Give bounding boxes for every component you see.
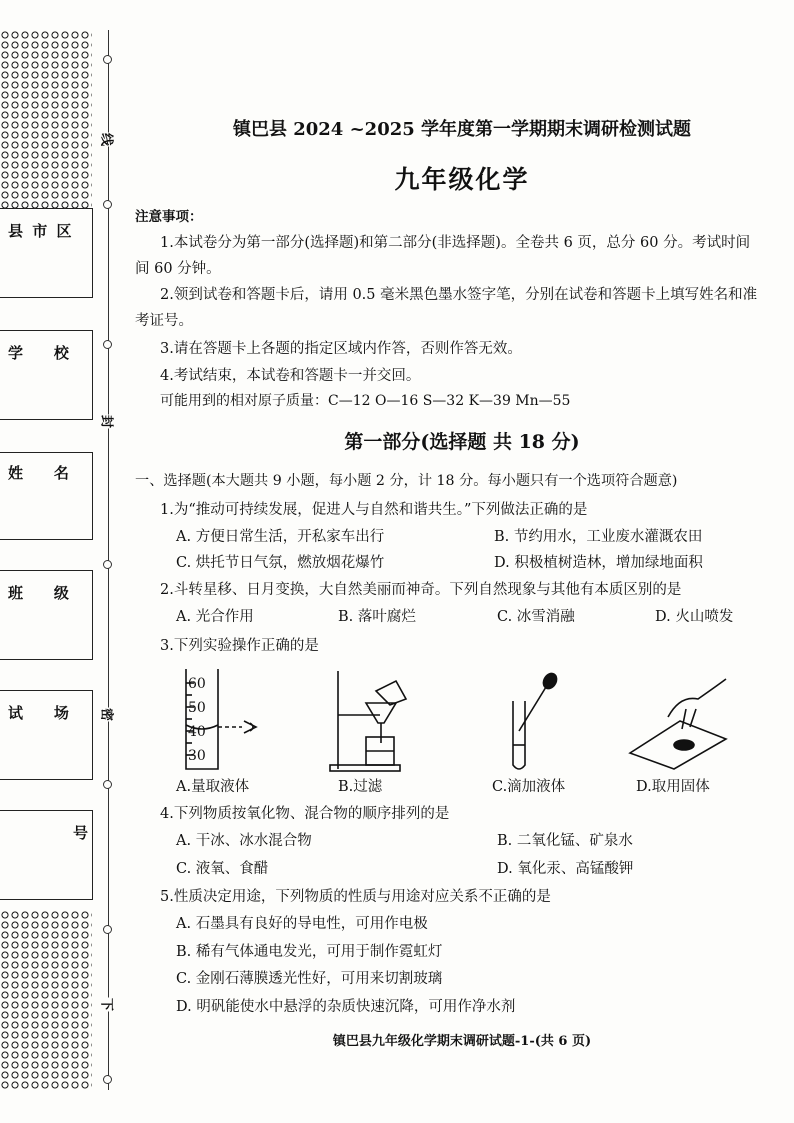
- question-stem: 2.斗转星移、日月变换，大自然美丽而神奇。下列自然现象与其他有本质区别的是: [160, 582, 682, 598]
- binding-dots-top: [0, 30, 92, 210]
- binding-ring: [103, 200, 112, 209]
- option-d[interactable]: D. 火山喷发: [655, 609, 734, 625]
- note-line: 1.本试卷分为第一部分(选择题)和第二部分(非选择题)。全卷共 6 页，总分 60 分。考试时间: [160, 235, 751, 251]
- option-b[interactable]: B. 落叶腐烂: [338, 609, 416, 625]
- binding-ring: [103, 55, 112, 64]
- cylinder-tick-40: 40: [188, 724, 206, 740]
- cylinder-tick-30: 30: [188, 748, 206, 764]
- option-d[interactable]: D. 积极植树造林，增加绿地面积: [494, 555, 703, 571]
- option-c[interactable]: C. 烘托节日气氛，燃放烟花爆竹: [176, 555, 385, 571]
- field-label-name: 姓 名: [8, 464, 71, 482]
- field-label-class: 班 级: [8, 584, 71, 602]
- option-b[interactable]: B.过滤: [338, 779, 383, 795]
- question-stem: 4.下列物质按氧化物、混合物的顺序排列的是: [160, 806, 450, 822]
- note-line: 2.领到试卷和答题卡后，请用 0.5 毫米黑色墨水签字笔，分别在试卷和答题卡上填写姓名和准: [160, 287, 758, 303]
- option-d[interactable]: D. 氧化汞、高锰酸钾: [497, 861, 634, 877]
- question-stem: 3.下列实验操作正确的是: [160, 638, 319, 654]
- lab-illustrations: [170, 665, 740, 775]
- page-footer: 镇巴县九年级化学期末调研试题-1-(共 6 页): [332, 1034, 592, 1049]
- exam-title: 镇巴县 2024 ~2025 学年度第一学期期末调研检测试题: [232, 119, 692, 140]
- field-label-school: 学 校: [8, 344, 71, 362]
- note-line: 3.请在答题卡上各题的指定区域内作答，否则作答无效。: [160, 341, 522, 357]
- binding-ring: [103, 560, 112, 569]
- field-label-number: 号: [8, 824, 90, 842]
- option-a[interactable]: A. 石墨具有良好的导电性，可用作电极: [176, 916, 428, 932]
- section-instruction: 一、选择题(本大题共 9 小题，每小题 2 分，计 18 分。每小题只有一个选项符合题意): [135, 473, 678, 489]
- question-stem: 1.为“推动可持续发展，促进人与自然和谐共生。”下列做法正确的是: [160, 502, 588, 518]
- seal-char-xian: 线: [99, 133, 118, 147]
- option-c[interactable]: C. 液氧、食醋: [176, 861, 269, 877]
- subject-title: 九年级化学: [394, 165, 530, 194]
- binding-ring: [103, 1075, 112, 1084]
- option-d[interactable]: D. 明矾能使水中悬浮的杂质快速沉降，可用作净水剂: [176, 999, 516, 1015]
- solid-sample-illustration: [630, 679, 726, 769]
- filtration-illustration: [330, 671, 406, 771]
- dropper-illustration: [513, 671, 559, 769]
- note-line: 间 60 分钟。: [135, 261, 221, 277]
- option-c[interactable]: C.滴加液体: [492, 779, 566, 795]
- seal-char-xia: 下: [99, 998, 118, 1012]
- option-b[interactable]: B. 稀有气体通电发光，可用于制作霓虹灯: [176, 944, 443, 960]
- option-a[interactable]: A. 方便日常生活，开私家车出行: [176, 529, 385, 545]
- notes-heading: 注意事项：: [135, 209, 203, 225]
- binding-ring: [103, 780, 112, 789]
- atomic-mass-line: 可能用到的相对原子质量：C—12 O—16 S—32 K—39 Mn—55: [160, 393, 571, 409]
- part1-heading: 第一部分(选择题 共 18 分): [344, 431, 580, 453]
- option-a[interactable]: A.量取液体: [176, 779, 250, 795]
- field-label-district: 县 市 区: [8, 222, 74, 240]
- binding-ring: [103, 340, 112, 349]
- question-stem: 5.性质决定用途，下列物质的性质与用途对应关系不正确的是: [160, 889, 551, 905]
- binding-ring: [103, 925, 112, 934]
- option-a[interactable]: A. 光合作用: [176, 609, 254, 625]
- option-c[interactable]: C. 冰雪消融: [497, 609, 575, 625]
- cylinder-tick-60: 60: [188, 676, 206, 692]
- field-label-room: 试 场: [8, 704, 71, 722]
- note-line: 4.考试结束，本试卷和答题卡一并交回。: [160, 368, 421, 384]
- option-b[interactable]: B. 二氧化锰、矿泉水: [497, 833, 633, 849]
- seal-char-mi: 密: [99, 708, 118, 722]
- option-b[interactable]: B. 节约用水，工业废水灌溉农田: [494, 529, 703, 545]
- note-line: 考证号。: [135, 313, 193, 329]
- seal-char-feng: 封: [99, 415, 118, 429]
- option-a[interactable]: A. 干冰、冰水混合物: [176, 833, 312, 849]
- option-d[interactable]: D.取用固体: [636, 779, 710, 795]
- cylinder-tick-50: 50: [188, 700, 206, 716]
- binding-dots-bottom: [0, 910, 92, 1090]
- option-c[interactable]: C. 金刚石薄膜透光性好，可用来切割玻璃: [176, 971, 443, 987]
